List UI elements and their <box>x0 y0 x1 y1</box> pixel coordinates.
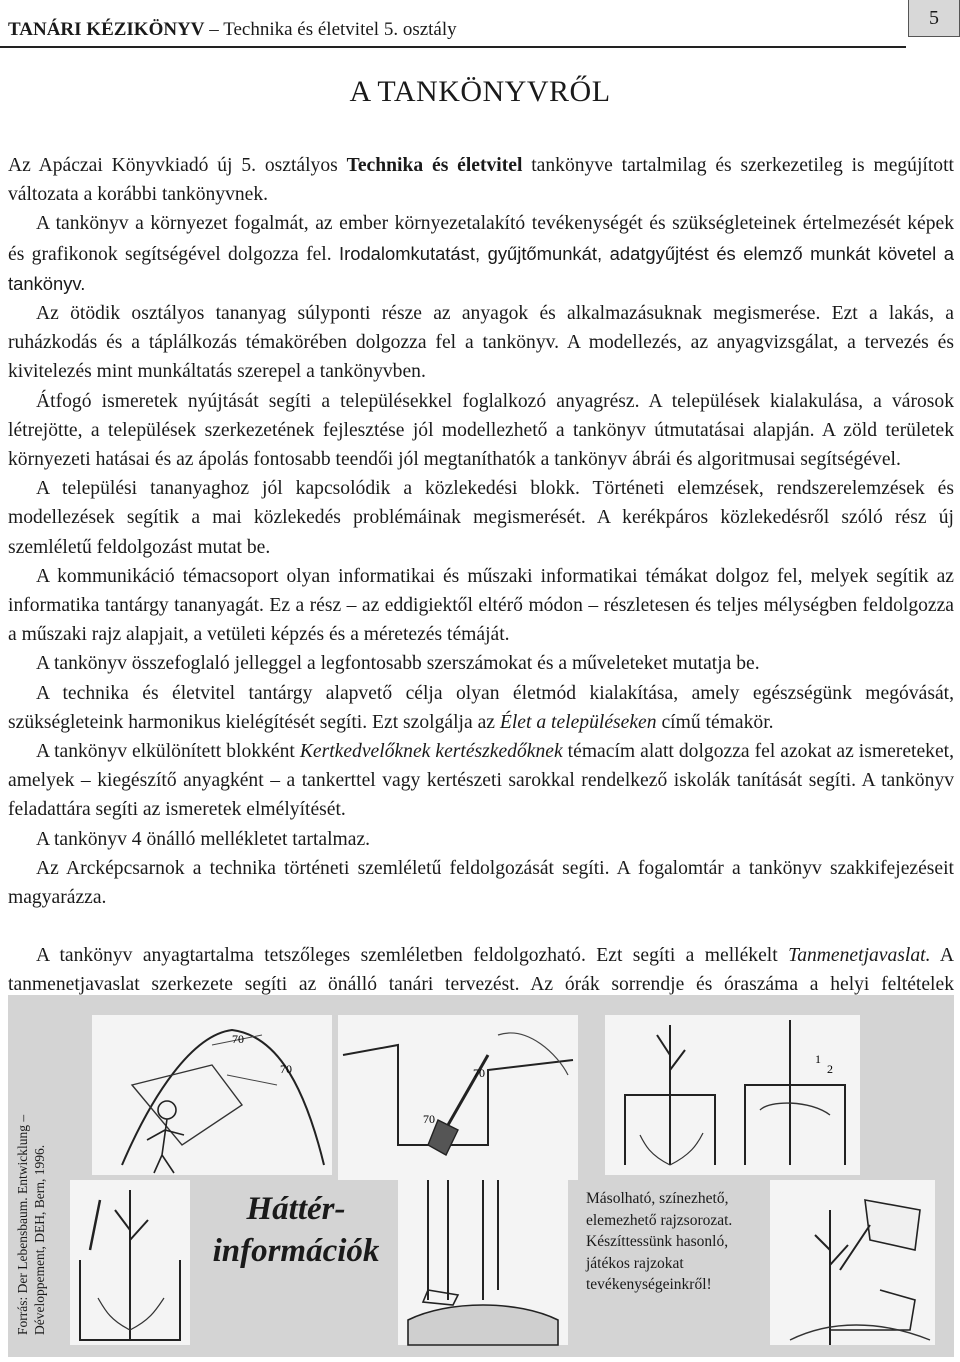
text-run: című témakör. <box>656 711 774 733</box>
sketch-label: 1 <box>815 1052 821 1066</box>
paragraph: Az Arcképcsarnok a technika történeti szemléletű feldolgozását segíti. A fogalomtár a tankönyv szakkifejezéseit magyarázza. <box>8 857 954 909</box>
body-text <box>8 151 954 1029</box>
paragraph <box>8 679 954 737</box>
paragraph: Az ötödik osztályos tananyag súlyponti része az anyagok és alkalmazásuknak megismerése. Ezt a lakás, a ruházkodás és a táplálkozás témakörében dolgozza fel a tankönyv. A modellezés, az anyagvizsgálat, a tervezés és kivitelezés mint munkáltatás szerepel a tankönyvben. <box>8 303 954 383</box>
heading-line: Háttér- <box>246 1191 346 1227</box>
running-header <box>8 18 878 42</box>
sketch-spade-pit <box>338 1015 578 1180</box>
sketch-label: 70 <box>232 1032 244 1046</box>
sketch-label: 70 <box>423 1112 435 1126</box>
header-subtitle: – Technika és életvitel 5. osztály <box>209 19 457 40</box>
text-run: témacím alatt dolgozza fel azokat az ismereteket, amelyek – kiegészítő anyagként – a tankerttel vagy kertészeti sarokkal rendelkező iskolák tanítását segíti. A tankönyv feladattára segíti az ismeretek elmélyítését. <box>8 741 954 821</box>
paragraph <box>8 737 954 825</box>
book-title: TANÁRI KÉZIKÖNYV <box>8 19 205 40</box>
sketch-digging-hill <box>92 1015 332 1175</box>
italic-term: Élet a településeken <box>499 711 657 733</box>
italic-term: Tanmenetjavaslat. <box>788 945 931 967</box>
text-run: A tankönyv elkülönített blokként <box>36 741 300 763</box>
text-run: A tankönyv a környezet fogalmát, az ember környezetalakító tevékenységét és szükségleteinek értelmezését képek és grafikonok segítségével dolgozza fel. <box>8 213 954 265</box>
header-rule <box>0 46 906 48</box>
sketch-watering <box>770 1180 935 1345</box>
page-title: A TANKÖNYVRŐL <box>349 75 611 108</box>
sketch-label: 2 <box>827 1062 833 1076</box>
source-line: Développement, DEH, Bern, 1996. <box>32 1144 47 1335</box>
figure-note: Másolható, színezhető, elemezhető rajzsorozat. Készíttessünk hasonló, játékos rajzokat tevékenységeinkről! <box>586 1190 733 1293</box>
text-run: Az Apáczai Könyvkiadó új 5. osztályos <box>8 155 347 176</box>
italic-term: Kertkedvelőknek kertészkedőknek <box>299 741 563 763</box>
text-run: A tankönyv anyagtartalma tetszőleges szemléletben feldolgozható. Ezt segíti a mellékelt <box>36 945 789 967</box>
bold-term: Technika és életvitel <box>346 155 523 176</box>
sketch-stake <box>398 1180 568 1345</box>
text-run: tankönyve tartalmilag és szerkezetileg is megújított változata a korábbi tankönyvnek. <box>8 155 954 206</box>
sketch-roots <box>70 1180 190 1345</box>
page-number: 5 <box>908 0 960 37</box>
paragraph <box>8 151 954 209</box>
sketch-planting <box>605 1015 860 1175</box>
paragraph: Átfogó ismeretek nyújtását segíti a településekkel foglalkozó anyagrész. A települések kialakulása, a városok létrejötte, a települések szerkezetének fejlesztése jól modellezhető a tankönyv útmutatásai alapján. A zöld területek környezeti hatásai és az ápolás fontosabb teendői jól megtaníthatók a tankönyv ábrái és algoritmusai segítségével. <box>8 390 954 471</box>
paragraph: A tankönyv 4 önálló mellékletet tartalmaz. <box>36 828 371 850</box>
text-run: Irodalomkutatást, gyűjtőmunkát, adatgyűjtést és elemző munkát követel a tankönyv. <box>8 242 954 294</box>
background-info-heading <box>196 1188 396 1272</box>
source-line: Forrás: Der Lebensbaum. Entwicklung – <box>15 1114 30 1335</box>
paragraph: A települési tananyaghoz jól kapcsolódik a közlekedési blokk. Történeti elemzések, rendszerelemzések és modellezések segítik a mai közlekedés problémáinak megismerését. A kerékpáros közlekedésről szóló rész új szemléletű feldolgozást mutat be. <box>8 478 954 558</box>
paragraph: A kommunikáció témacsoport olyan informatikai és műszaki informatikai témákat dolgoz fel, melyek segítik az informatika tantárgy tananyagát. Ez a rész – az eddigiektől eltérő módon – részletesen és teljes mélységben feldolgozza a műszaki rajz alapjait, a vetületi képzés és a méretezés témáját. <box>8 565 954 646</box>
sketch-label: 70 <box>473 1066 485 1080</box>
paragraph: A tankönyv összefoglaló jelleggel a legfontosabb szerszámokat és a műveleteket mutatja be. <box>36 653 760 675</box>
text-run: A tanmenetjavaslat szerkezete segíti az önálló tanári tervezést. Az órák sorrendje és óraszáma a helyi feltételek <box>8 945 954 996</box>
paragraph <box>8 209 954 299</box>
heading-line: információk <box>212 1233 380 1269</box>
text-run: A technika és életvitel tantárgy alapvető célja olyan életmód kialakítása, amely egészségünk megóvását, szükségleteink harmonikus kielégítését segíti. Ezt szolgálja az <box>8 682 954 733</box>
figure-source-credit <box>14 1075 52 1335</box>
sketch-label: 70 <box>280 1062 292 1076</box>
